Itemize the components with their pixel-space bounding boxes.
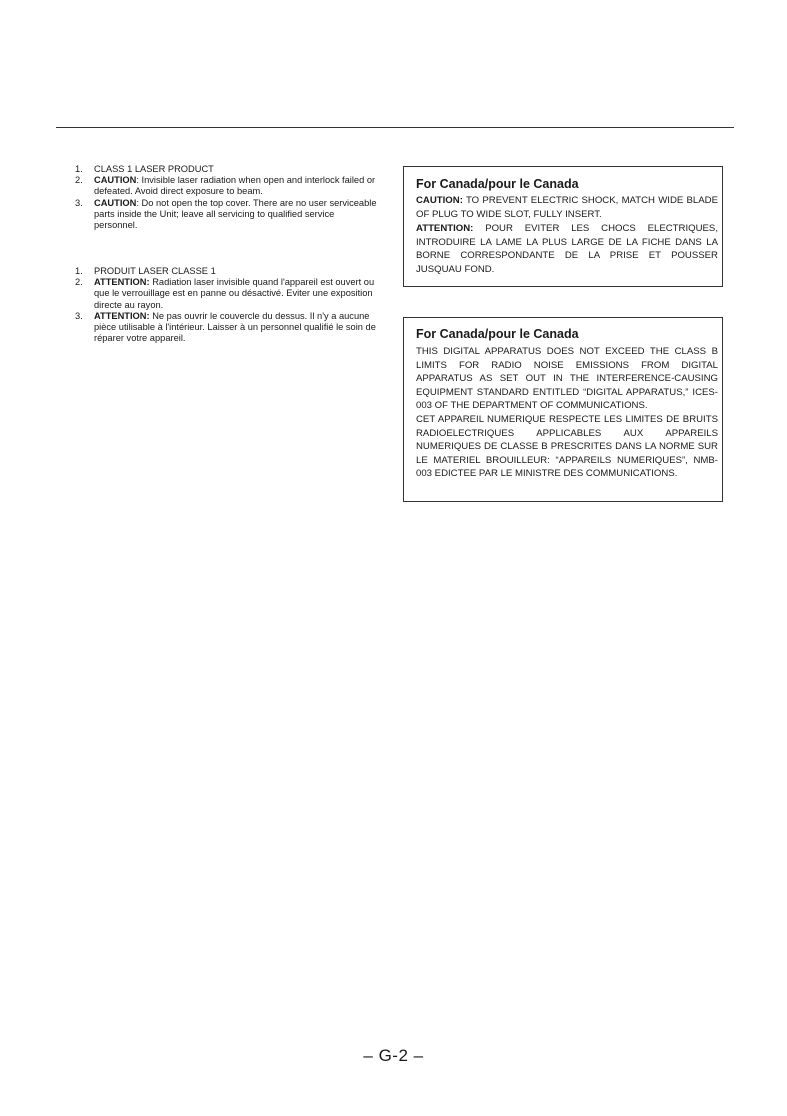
canada-digital-apparatus-notice-box (403, 317, 723, 502)
item-number: 3. (75, 310, 83, 321)
list-item (75, 198, 380, 232)
item-label: CAUTION (94, 197, 137, 208)
caution-paragraph (416, 194, 718, 221)
canada-plug-notice-box (403, 166, 723, 287)
list-item (75, 311, 380, 345)
item-number: 1. (75, 164, 83, 174)
header-rule (56, 127, 734, 128)
item-text: Radiation laser invisible quand l'appareil est ouvert ou que le verrouillage est en panne ou désactivé. Eviter une exposition directe au rayon. (94, 277, 375, 310)
english-paragraph: THIS DIGITAL APPARATUS DOES NOT EXCEED THE CLASS B LIMITS FOR RADIO NOISE EMISSIONS FROM DIGITAL APPARATUS AS SET OUT IN THE INTERFERENCE-CAUSING EQUIPMENT STANDARD ENTITLED “DIGITAL APPARATUS,” ICES-003 OF THE DEPARTMENT OF COMMUNICATIONS. (416, 346, 718, 412)
item-number: 2. (75, 277, 83, 288)
item-text: Ne pas ouvrir le couvercle du dessus. Il n'y a aucune pièce utilisable à l'intérieur. Laisser à un personnel qualifié le soin de réparer votre appareil. (94, 310, 376, 344)
item-label: ATTENTION: (94, 310, 150, 321)
item-number: 1. (75, 266, 83, 276)
attention-text: POUR EVITER LES CHOCS ELECTRIQUES, INTRODUIRE LA LAME LA PLUS LARGE DE LA FICHE DANS LA BORNE CORRESPONDANTE DE LA PRISE ET POUSSER JUSQUAU FOND. (416, 223, 718, 275)
french-laser-warning-list (75, 266, 380, 344)
french-paragraph: CET APPAREIL NUMERIQUE RESPECTE LES LIMITES DE BRUITS RADIOELECTRIQUES APPLICABLES AUX APPAREILS NUMERIQUES DE CLASSE B PRESCRITES DANS LA NORME SUR LE MATERIEL BROUILLEUR: “APPAREILS NUMERIQUES”, NMB-003 EDICTEE PAR LE MINISTRE DES COMMUNICATIONS. (416, 414, 718, 480)
english-laser-warning-list (75, 164, 380, 231)
caution-text: TO PREVENT ELECTRIC SHOCK, MATCH WIDE BLADE OF PLUG TO WIDE SLOT, FULLY INSERT. (416, 195, 718, 220)
attention-paragraph (416, 222, 718, 276)
item-text: CLASS 1 LASER PRODUCT (94, 164, 214, 174)
attention-label: ATTENTION: (416, 223, 474, 234)
item-text: : Invisible laser radiation when open and interlock failed or defeated. Avoid direct exposure to beam. (94, 175, 376, 197)
list-item (75, 277, 380, 311)
item-number: 2. (75, 175, 83, 186)
box-title: For Canada/pour le Canada (416, 177, 579, 191)
page-number: – G-2 – (363, 1046, 424, 1065)
list-item (75, 266, 380, 277)
list-item (75, 175, 380, 197)
item-text: PRODUIT LASER CLASSE 1 (94, 266, 216, 276)
list-item (75, 164, 380, 175)
caution-label: CAUTION: (416, 195, 463, 206)
item-number: 3. (75, 197, 83, 208)
item-label: ATTENTION: (94, 277, 150, 288)
item-text: : Do not open the top cover. There are no user serviceable parts inside the Unit; leave all servicing to qualified service personnel. (94, 197, 377, 231)
item-label: CAUTION (94, 175, 137, 186)
box-title: For Canada/pour le Canada (416, 327, 579, 341)
